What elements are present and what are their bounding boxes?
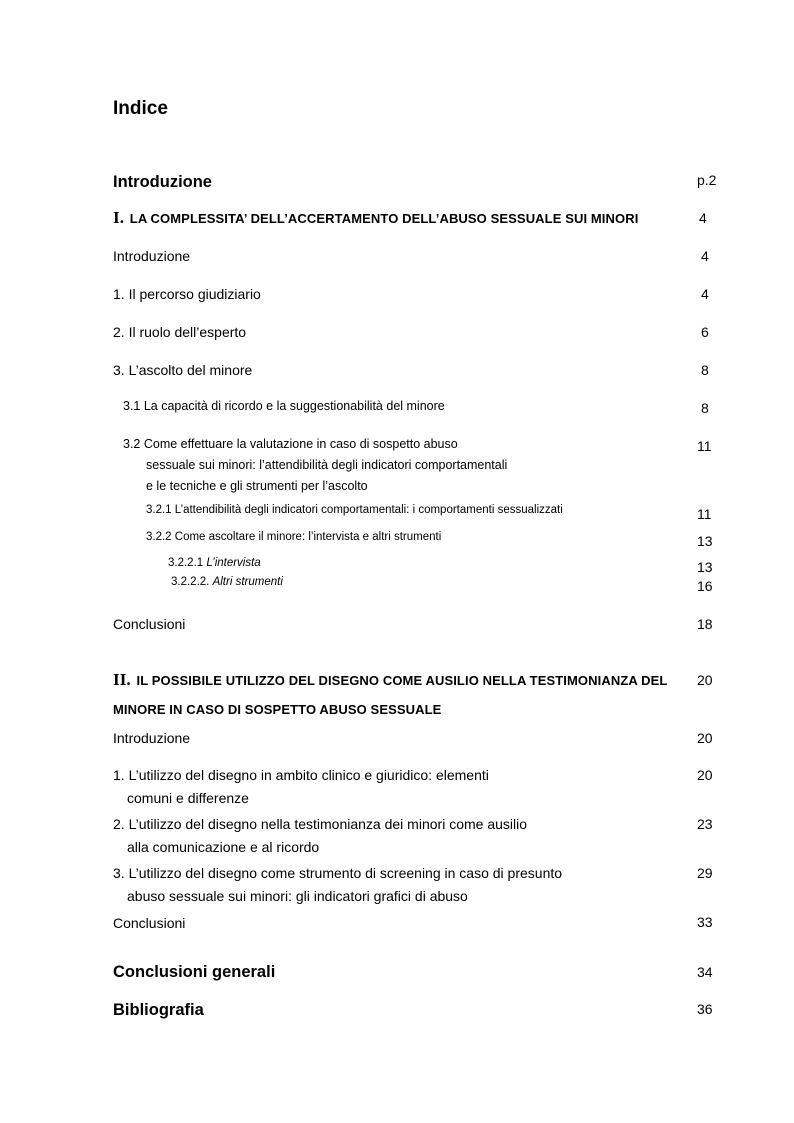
toc-page-number: 11 <box>697 438 712 454</box>
toc-entry: 3.2.2 Come ascoltare il minore: l’intervista e altri strumenti <box>146 531 442 543</box>
toc-entry: 3.1 La capacità di ricordo e la suggestionabilità del minore <box>123 399 445 413</box>
toc-page-number: 18 <box>697 616 713 632</box>
toc-entry-line: comuni e differenze <box>127 790 249 806</box>
toc-page-number: 29 <box>697 865 713 881</box>
entry-label: Altri strumenti <box>212 576 283 588</box>
chapter-title: IL POSSIBILE UTILIZZO DEL DISEGNO COME AUSILIO NELLA TESTIMONIANZA DEL <box>136 673 668 688</box>
toc-entry: Introduzione <box>113 248 191 264</box>
toc-page-number: 36 <box>697 1001 713 1017</box>
toc-page-number: 20 <box>697 672 713 688</box>
toc-entry: Conclusioni <box>113 616 186 632</box>
toc-entry-conclusioni-generali: Conclusioni generali <box>113 963 276 981</box>
toc-entry-line: 3. L’utilizzo del disegno come strumento di screening in caso di presunto <box>113 865 563 881</box>
toc-page-number: 8 <box>701 362 709 378</box>
toc-entry: 3.2.1 L’attendibilità degli indicatori comportamentali: i comportamenti sessualizzati <box>146 504 563 516</box>
toc-page-number: 20 <box>697 730 713 746</box>
toc-page-number: 23 <box>697 816 713 832</box>
toc-page-number: 16 <box>697 578 713 594</box>
toc-entry-bibliografia: Bibliografia <box>113 1001 204 1019</box>
toc-entry <box>168 558 261 570</box>
toc-page-number: 4 <box>699 210 707 226</box>
toc-chapter-2 <box>113 671 667 688</box>
entry-number: 3.2.2.2. <box>171 576 210 588</box>
toc-page-number: 34 <box>697 964 713 980</box>
entry-label: L’intervista <box>206 557 261 569</box>
toc-entry: Introduzione <box>113 730 191 746</box>
toc-entry-line: e le tecniche e gli strumenti per l’ascolto <box>146 479 368 493</box>
toc-entry-line: 3.2 Come effettuare la valutazione in caso di sospetto abuso <box>123 437 458 451</box>
toc-entry: Conclusioni <box>113 915 186 931</box>
toc-page-number: p.2 <box>697 172 717 188</box>
toc-page-number: 33 <box>697 914 713 930</box>
toc-entry-line: abuso sessuale sui minori: gli indicatori grafici di abuso <box>127 888 468 904</box>
toc-entry: 1. Il percorso giudiziario <box>113 286 261 302</box>
entry-number: 3.2.2.1 <box>168 557 204 569</box>
page-title: Indice <box>113 98 168 119</box>
toc-page-number: 4 <box>701 248 709 264</box>
toc-entry-line: 2. L’utilizzo del disegno nella testimonianza dei minori come ausilio <box>113 816 528 832</box>
toc-chapter-1 <box>113 209 638 226</box>
toc-page-number: 13 <box>697 559 713 575</box>
toc-page-number: 6 <box>701 324 709 340</box>
toc-page-number: 13 <box>697 533 713 549</box>
chapter-title-line: MINORE IN CASO DI SOSPETTO ABUSO SESSUALE <box>113 702 442 717</box>
toc-entry: 2. Il ruolo dell’esperto <box>113 324 247 340</box>
toc-entry-line: sessuale sui minori: l’attendibilità degli indicatori comportamentali <box>146 458 508 472</box>
toc-page-number: 20 <box>697 767 713 783</box>
toc-entry: 3. L’ascolto del minore <box>113 362 253 378</box>
toc-page-number: 11 <box>697 506 712 522</box>
chapter-title: LA COMPLESSITA’ DELL’ACCERTAMENTO DELL’ABUSO SESSUALE SUI MINORI <box>129 211 639 226</box>
toc-page-number: 8 <box>701 400 709 416</box>
toc-page-number: 4 <box>701 286 709 302</box>
toc-entry-line: alla comunicazione e al ricordo <box>127 839 320 855</box>
toc-entry-introduzione: Introduzione <box>113 173 212 191</box>
toc-entry-line: 1. L’utilizzo del disegno in ambito clinico e giuridico: elementi <box>113 767 489 783</box>
chapter-roman-numeral: I. <box>113 208 125 227</box>
chapter-roman-numeral: II. <box>113 670 131 689</box>
toc-entry <box>171 577 283 589</box>
